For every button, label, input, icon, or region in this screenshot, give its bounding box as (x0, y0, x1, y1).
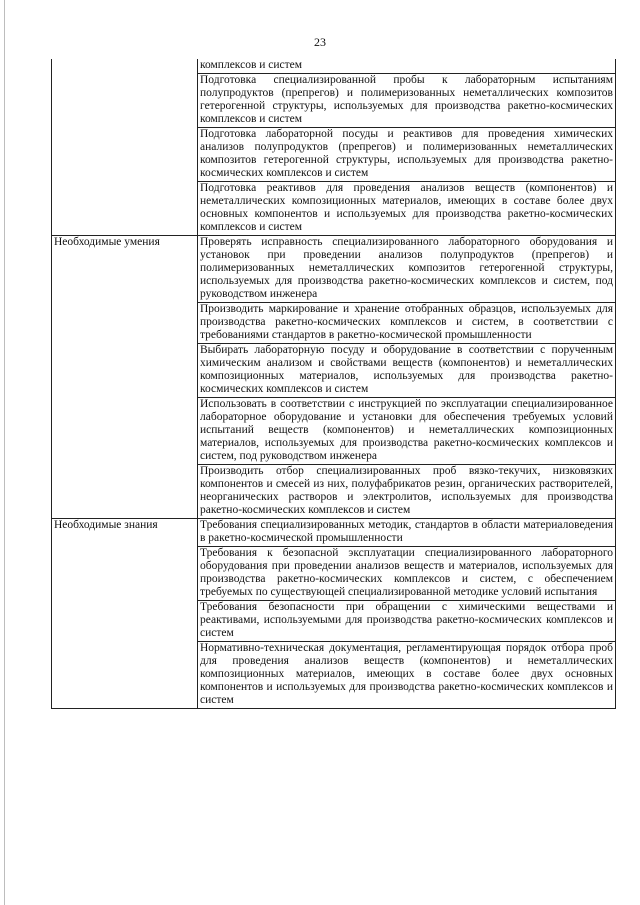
table-row (52, 519, 616, 547)
table-row (52, 59, 616, 74)
table-cell: Подготовка лабораторной посуды и реактивов для проведения химических анализов полупродуктов (препрегов) и полимеризованных неметаллических композитов гетерогенной структуры, используемых для производства ракетно-космических комплексов и систем (198, 128, 616, 182)
table-row (52, 236, 616, 303)
table-cell: Требования безопасности при обращении с химическими веществами и реактивами, используемыми для производства ракетно-космических комплексов и систем (198, 601, 616, 642)
table-cell: Подготовка реактивов для проведения анализов веществ (компонентов) и неметаллических композиционных материалов, имеющих в составе более двух основных компонентов и используемых для производства ракетно-космических комплексов и систем (198, 182, 616, 236)
table-cell: Производить маркирование и хранение отобранных образцов, используемых для производства ракетно-космических комплексов и систем, в соответствии с требованиями стандартов в ракетно-космической промышленности (198, 303, 616, 344)
page-number: 23 (314, 35, 326, 49)
row-label-skills: Необходимые умения (52, 236, 198, 519)
table-cell: Подготовка специализированной пробы к лабораторным испытаниям полупродуктов (препрегов) и полимеризованных неметаллических композитов гетерогенной структуры, используемых для производства ракетно-космических комплексов и систем (198, 74, 616, 128)
scan-edge (4, 0, 5, 905)
table-cell: Производить отбор специализированных проб вязко-текучих, низковязких компонентов и смесей из них, полуфабрикатов резин, органических растворителей, неорганических растворов и электролитов, используемых для производства ракетно-космических комплексов и систем (198, 465, 616, 519)
table-cell: Нормативно-техническая документация, регламентирующая порядок отбора проб для проведения анализов веществ (компонентов) и неметаллических композиционных материалов, имеющих в составе более двух основных компонентов и используемых для производства ракетно-космических комплексов и систем (198, 642, 616, 709)
table-cell: Проверять исправность специализированного лабораторного оборудования и установок при проведении анализов полупродуктов (препрегов) и полимеризованных неметаллических композитов гетерогенной структуры, используемых для производства ракетно-космических комплексов и систем, под руководством инженера (198, 236, 616, 303)
table-cell: Использовать в соответствии с инструкцией по эксплуатации специализированное лабораторное оборудование и установки для обеспечения требуемых условий испытаний веществ (компонентов) и неметаллических композиционных материалов, используемых для производства ракетно-космических комплексов и систем, под руководством инженера (198, 398, 616, 465)
table-cell: Требования к безопасной эксплуатации специализированного лабораторного оборудования при проведении анализов веществ и материалов, используемых для производства ракетно-космических комплексов и систем, с обеспечением требуемых по существующей специализированной методике условий испытания (198, 547, 616, 601)
row-label (52, 59, 198, 236)
competency-table (51, 59, 616, 709)
table-cell: Выбирать лабораторную посуду и оборудование в соответствии с порученным химическим анализом и свойствами веществ (компонентов) и неметаллических композиционных материалов, используемых для производства ракетно-космических комплексов и систем (198, 344, 616, 398)
row-label-knowledge: Необходимые знания (52, 519, 198, 709)
table-cell: Требования специализированных методик, стандартов в области материаловедения в ракетно-космической промышленности (198, 519, 616, 547)
table-cell: комплексов и систем (198, 59, 616, 74)
